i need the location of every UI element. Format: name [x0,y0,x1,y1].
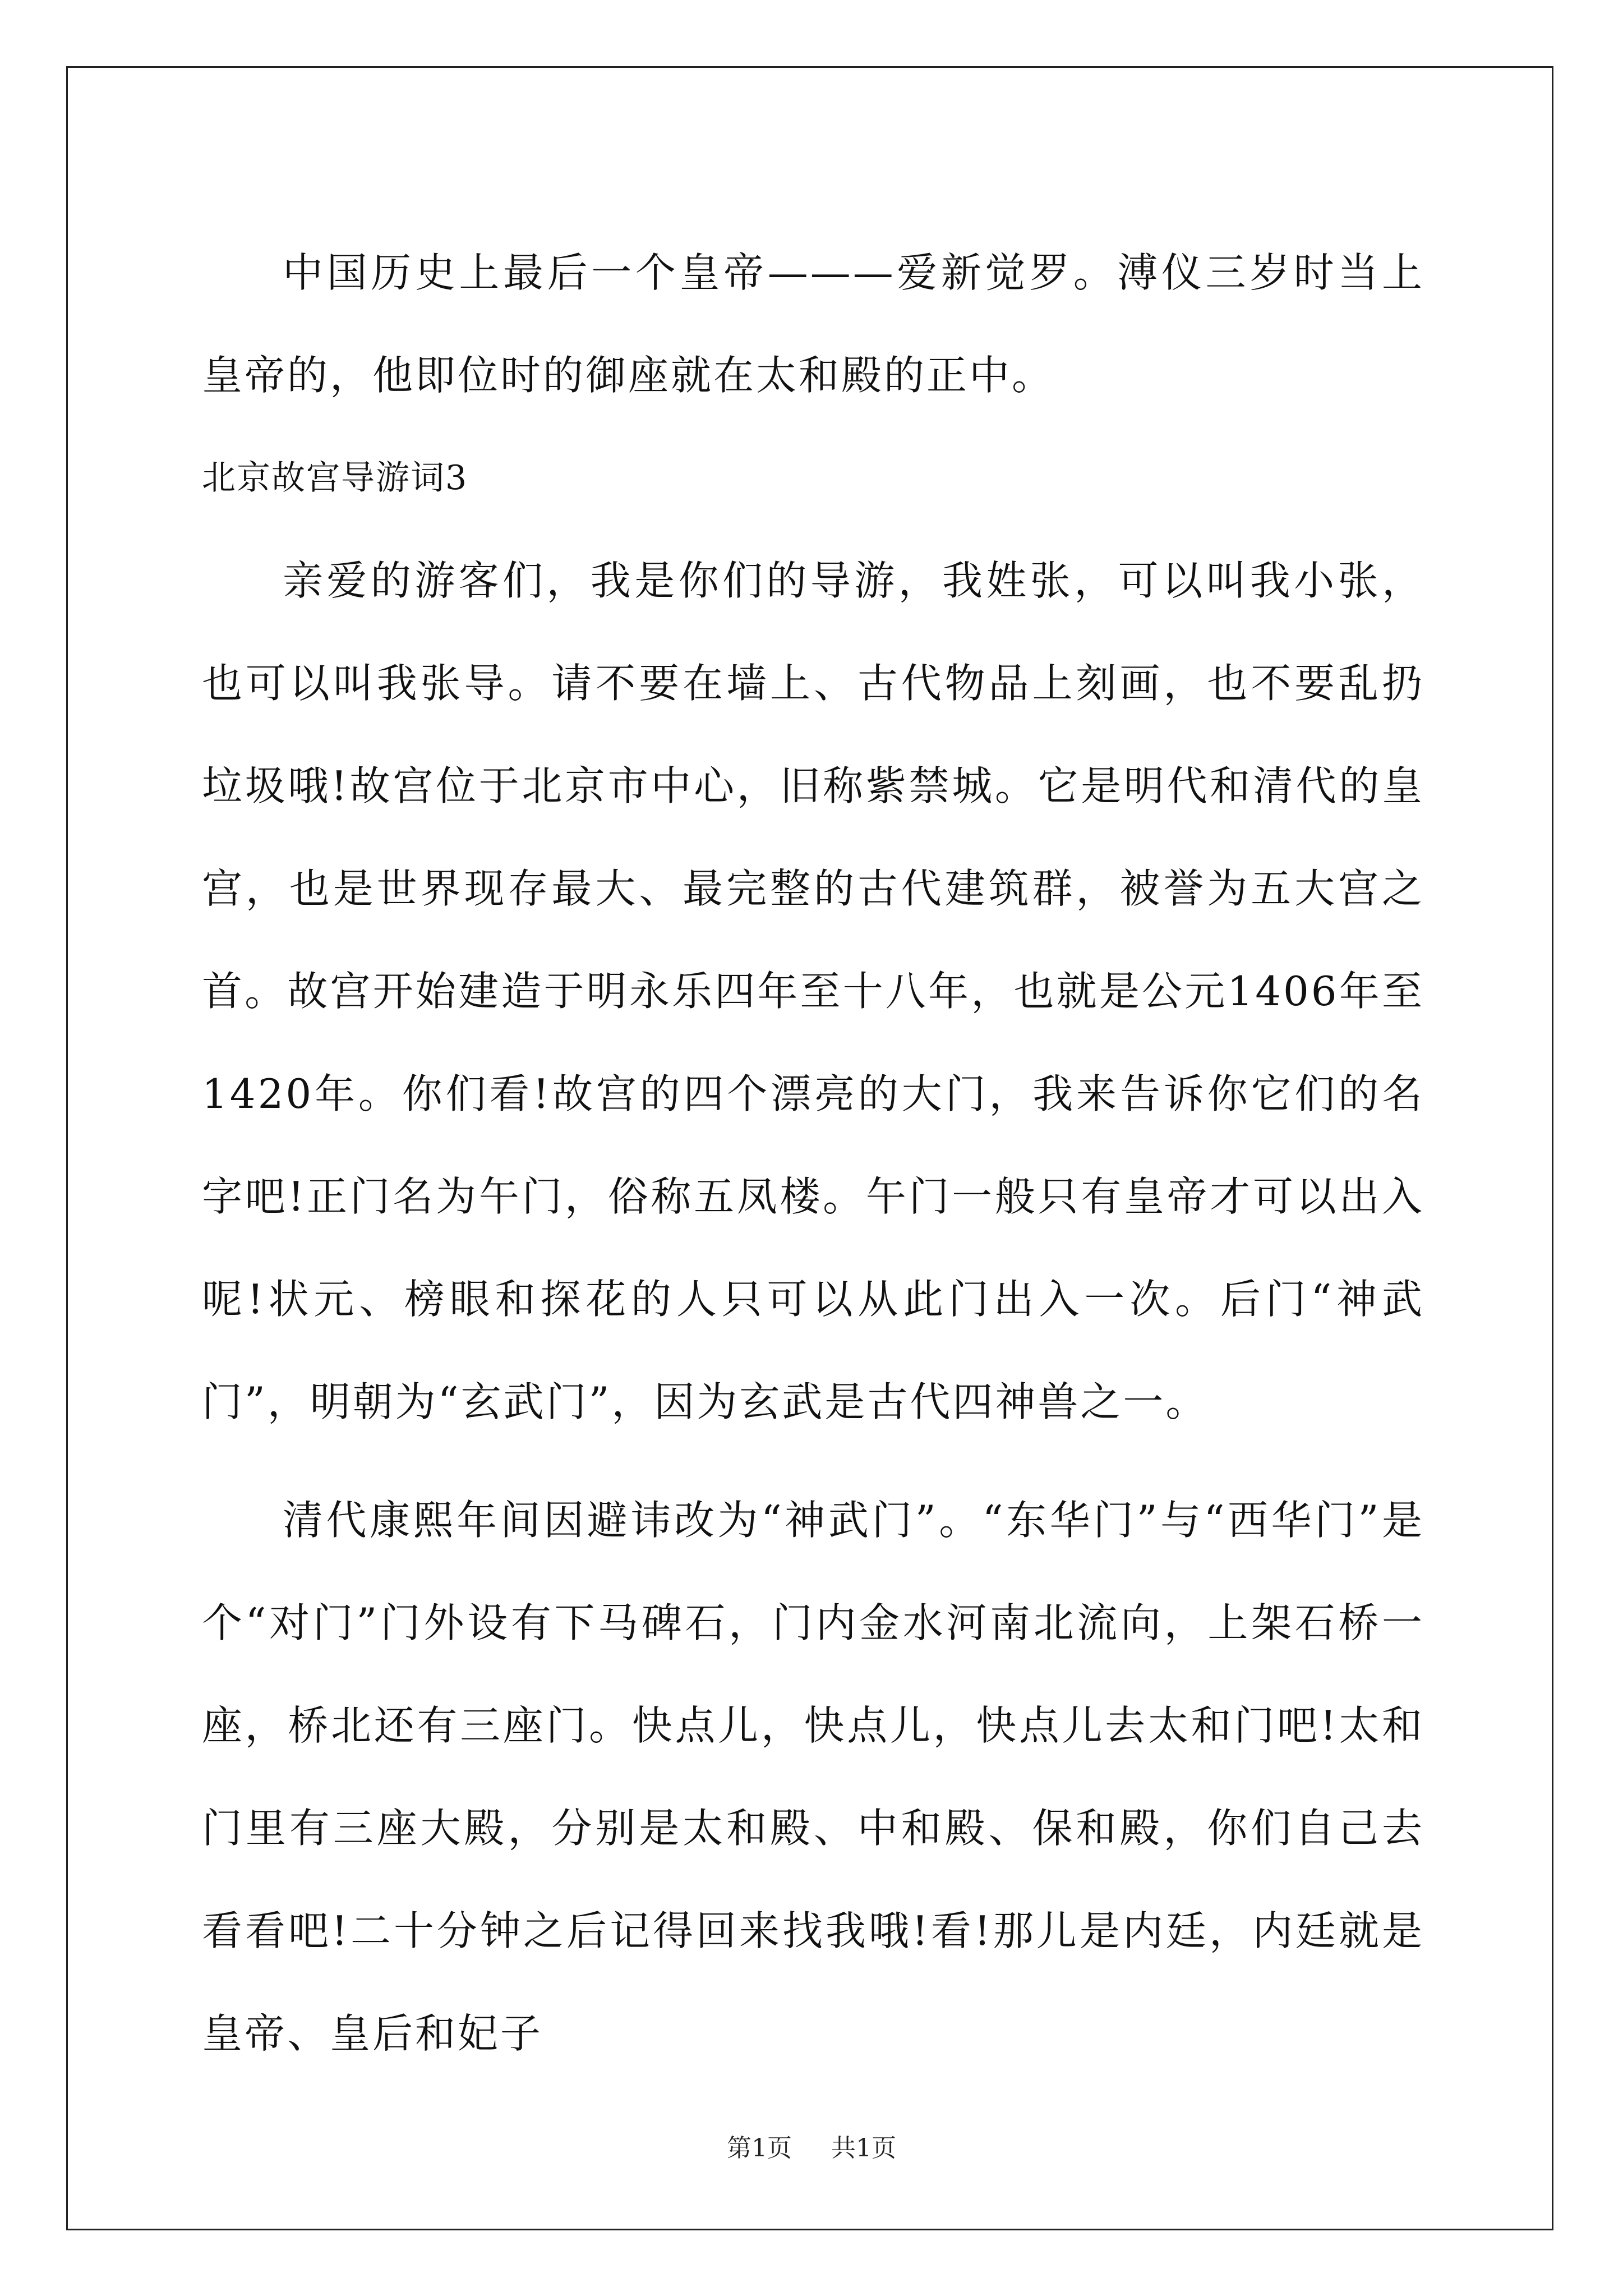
section-heading: 北京故宫导游词3 [202,458,468,498]
document-body [202,222,1424,2085]
page-number: 第1页 [727,2134,792,2162]
page-footer [0,2132,1623,2165]
paragraph-gates: 清代康熙年间因避讳改为“神武门”。“东华门”与“西华门”是个“对门”门外设有下马碑石，门内金水河南北流向，上架石桥一座，桥北还有三座门。快点儿，快点儿，快点儿去太和门吧!太和门里有三座大殿，分别是太和殿、中和殿、保和殿，你们自己去看看吧!二十分钟之后记得回来找我哦!看!那儿是内廷，内廷就是皇帝、皇后和妃子 [202,1497,1424,2057]
page-total: 共1页 [831,2134,896,2162]
paragraph-tour-intro: 亲爱的游客们，我是你们的导游，我姓张，可以叫我小张，也可以叫我张导。请不要在墙上、古代物品上刻画，也不要乱扔垃圾哦!故宫位于北京市中心，旧称紫禁城。它是明代和清代的皇宫，也是世界现存最大、最完整的古代建筑群，被誉为五大宫之首。故宫开始建造于明永乐四年至十八年，也就是公元1406年至1420年。你们看!故宫的四个漂亮的大门，我来告诉你它们的名字吧!正门名为午门，俗称五凤楼。午门一般只有皇帝才可以出入呢!状元、榜眼和探花的人只可以从此门出入一次。后门“神武门”，明朝为“玄武门”，因为玄武是古代四神兽之一。 [202,557,1424,1425]
paragraph-intro: 中国历史上最后一个皇帝———爱新觉罗。溥仪三岁时当上皇帝的，他即位时的御座就在太和殿的正中。 [202,249,1424,399]
